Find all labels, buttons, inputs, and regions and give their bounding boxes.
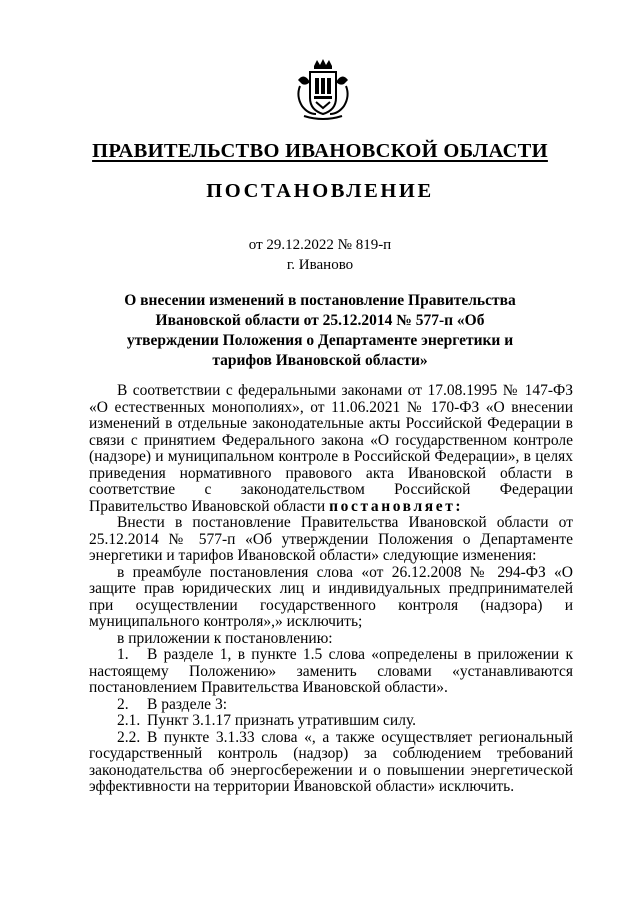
- decree-word: постановляет:: [329, 497, 464, 515]
- date-prefix: от: [248, 237, 263, 253]
- document-city: г. Иваново: [286, 257, 354, 273]
- item-number: 1.: [117, 646, 129, 663]
- coat-of-arms-emblem: [294, 56, 352, 124]
- item-number: 2.1.: [117, 712, 141, 729]
- item-2-paragraph: [89, 697, 573, 714]
- item-number: 2.: [117, 695, 129, 713]
- organization-title: ПРАВИТЕЛЬСТВО ИВАНОВСКОЙ ОБЛАСТИ: [92, 140, 548, 162]
- change-preamble-paragraph: в преамбуле постановления слова «от 26.12.2008 № 294-ФЗ «О защите прав юридических лиц и индивидуальных предпринимателей при осуществлении государственного контроля (надзора) и муниципального контроля»,» исключить;: [89, 563, 573, 630]
- item-2-2-paragraph: [89, 730, 573, 796]
- preamble-text: В соответствии с федеральными законами от 17.08.1995 № 147-ФЗ «О естественных монополиях», от 11.06.2021 № 170-ФЗ «О внесении изменений в отдельные законодательные акты Российской Федерации в связи с принятием Федерального закона «О государственном контроле (надзоре) и муниципальном контроле в Российской Федерации», в целях приведения нормативного правового акта Ивановской области в соответствие с законодательством Российской Федерации Правительство Ивановской области: [89, 382, 573, 515]
- intro-paragraph: Внести в постановление Правительства Ивановской области от 25.12.2014 № 577-п «Об утверждении Положения о Департаменте энергетики и тарифов Ивановской области» следующие изменения:: [89, 514, 573, 564]
- date-number-line: [0, 235, 640, 255]
- document-subject: О внесении изменений в постановление Правительства Ивановской области от 25.12.2014 № 577-п «Об утверждении Положения о Департаменте энергетики и тарифов Ивановской области»: [124, 292, 516, 369]
- item-text: В разделе 1, в пункте 1.5 слова «определены в приложении к настоящему Положению» заменить словами «устанавливаются постановлением Правительства Ивановской области».: [89, 646, 573, 696]
- item-1-paragraph: [89, 647, 573, 697]
- item-2-1-paragraph: [89, 713, 573, 730]
- item-text: Пункт 3.1.17 признать утратившим силу.: [147, 712, 417, 729]
- document-body: [89, 383, 573, 796]
- document-meta: [0, 235, 640, 275]
- item-number: 2.2.: [117, 728, 141, 746]
- document-number: 819-п: [355, 237, 392, 253]
- item-text: В разделе 3:: [147, 695, 227, 713]
- document-date: 29.12.2022: [266, 237, 334, 253]
- item-text: В пункте 3.1.33 слова «, а также осуществляет региональный государственный контроль (надзор) за соблюдением требований законодательства об энергосбережении и о повышении энергетической эффективности на территории Ивановской области» исключить.: [89, 728, 573, 795]
- annex-intro-paragraph: в приложении к постановлению:: [117, 629, 333, 647]
- document-type: ПОСТАНОВЛЕНИЕ: [206, 180, 434, 202]
- coat-of-arms-icon: [294, 56, 352, 124]
- preamble-paragraph: [89, 383, 573, 515]
- number-prefix: №: [337, 237, 352, 253]
